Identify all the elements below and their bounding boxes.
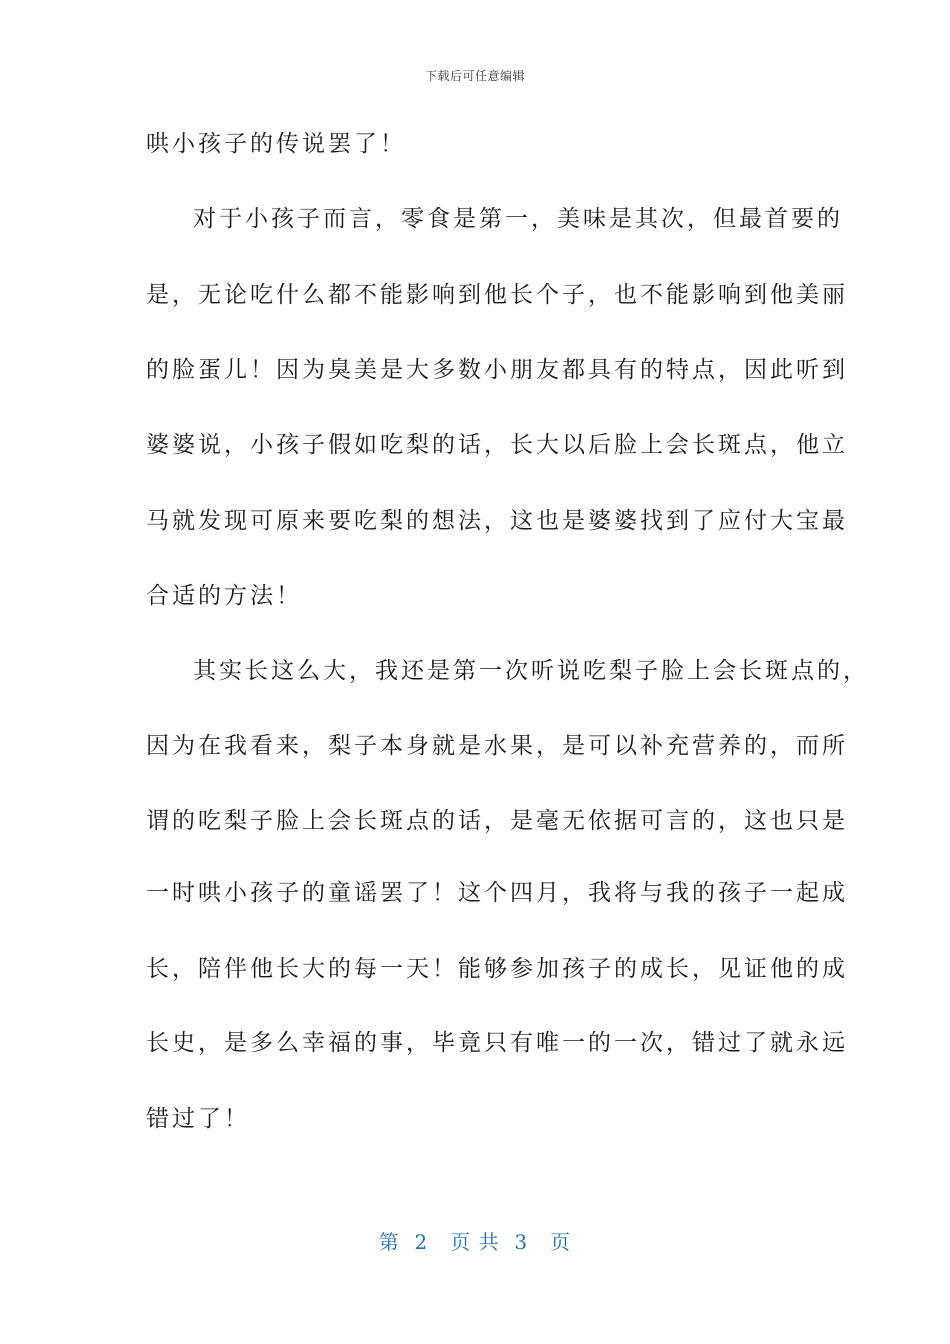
text-line: 一时哄小孩子的童谣罢了！这个四月，我将与我的孩子一起成 [146,880,848,906]
text-line: 的脸蛋儿！因为臭美是大多数小朋友都具有的特点，因此听到 [146,357,848,383]
text-line: 错过了！ [146,1106,250,1132]
paragraph-start-line: 其实长这么大，我还是第一次听说吃梨子脸上会长斑点的， [193,658,869,684]
text-line: 合适的方法！ [146,583,302,609]
paragraph-start-line: 对于小孩子而言，零食是第一，美味是其次，但最首要的 [193,206,843,232]
text-line: 是，无论吃什么都不能影响到他长个子，也不能影响到他美丽 [146,282,848,308]
page-header: 下载后可任意编辑 [424,69,525,83]
text-line: 因为在我看来，梨子本身就是水果，是可以补充营养的，而所 [146,733,848,759]
text-line: 马就发现可原来要吃梨的想法，这也是婆婆找到了应付大宝最 [146,508,848,534]
text-line: 哄小孩子的传说罢了！ [146,131,406,157]
text-line: 长史，是多么幸福的事，毕竟只有唯一的一次，错过了就永远 [146,1030,848,1056]
text-line: 婆婆说，小孩子假如吃梨的话，长大以后脸上会长斑点，他立 [146,432,848,458]
text-line: 长，陪伴他长大的每一天！能够参加孩子的成长，见证他的成 [146,956,848,982]
page-number-footer: 第 2 页 共 3 页 [378,1230,572,1254]
text-line: 谓的吃梨子脸上会长斑点的话，是毫无依据可言的，这也只是 [146,808,848,834]
